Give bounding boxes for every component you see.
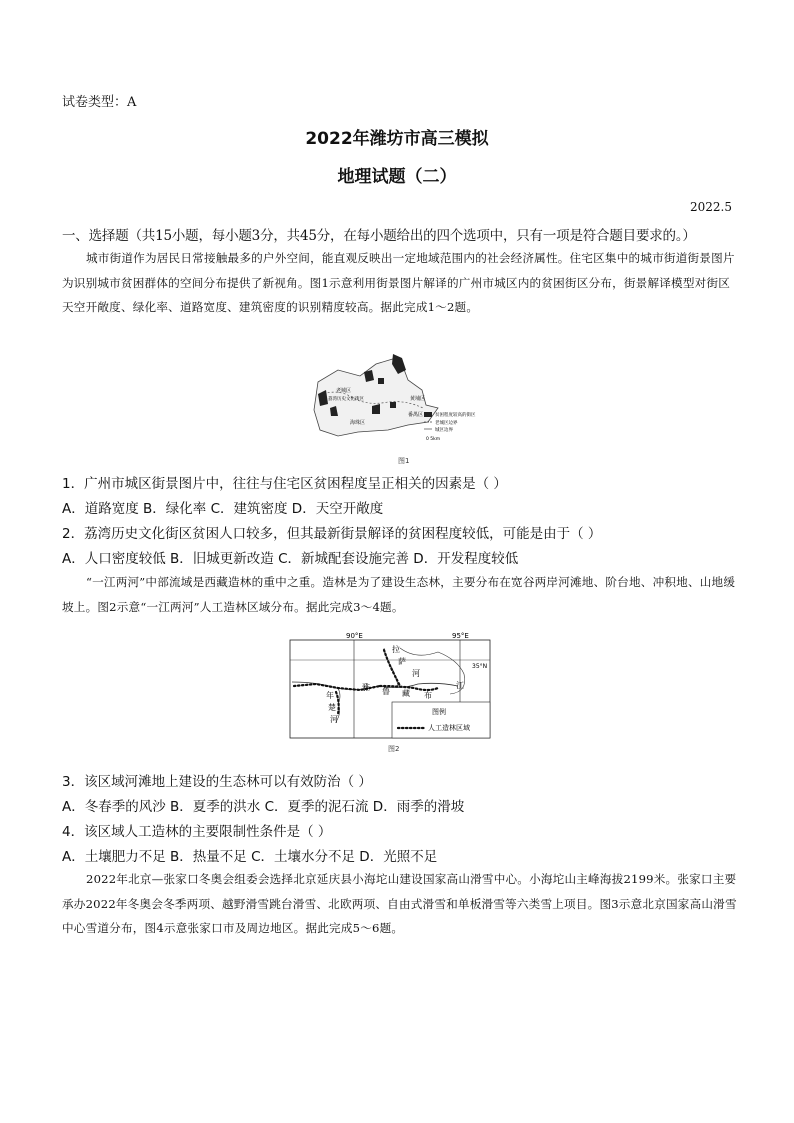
question-1-options: A．道路宽度 B．绿化率 C．建筑密度 D．天空开敞度 [62, 501, 384, 517]
question-4-options: A．土壤肥力不足 B．热量不足 C．土壤水分不足 D．光照不足 [62, 849, 438, 865]
question-2-stem: 2．荔湾历史文化街区贫困人口较多，但其最新街景解译的贫困程度较低，可能是由于（ ） [62, 526, 602, 542]
paper-type: 试卷类型：A [62, 95, 137, 110]
section-heading: 一、选择题（共15小题，每小题3分，共45分，在每小题给出的四个选项中，只有一项是符合题目要求的。） [62, 228, 696, 244]
question-2-options: A．人口密度较低 B．旧城更新改造 C．新城配套设施完善 D．开发程度较低 [62, 551, 519, 567]
yarlung-3: 藏 [402, 689, 410, 698]
passage-2: “一江两河”中部流域是西藏造林的重中之重。造林是为了建设生态林，主要分布在宽谷两岸河滩地、阶台地、冲积地、山地缓坡上。图2示意“一江两河”人工造林区域分布。据此完成3～4题。 [62, 575, 736, 614]
river-label-jiang: 江 [456, 681, 464, 690]
legend-old: 老城区边界 [435, 421, 458, 426]
lat-35: 35°N [472, 663, 488, 670]
river-label-la: 拉 [392, 645, 400, 654]
figure-1-caption: 图1 [398, 457, 410, 465]
yarlung-1: 雅 [362, 683, 370, 692]
legend-poor: 贫困程度较高的街区 [435, 413, 476, 418]
legend-city: 城区边界 [435, 428, 453, 433]
question-3-options: A．冬春季的风沙 B．夏季的洪水 C．夏季的泥石流 D．雨季的滑坡 [62, 799, 465, 815]
nian-3: 河 [330, 715, 338, 724]
scale-bar: 0 5km [426, 437, 441, 442]
yarlung-2: 鲁 [382, 687, 390, 696]
label-old-city: 老城区 [336, 388, 352, 394]
lon-95: 95°E [452, 632, 469, 640]
figure-1-map [298, 350, 488, 442]
passage-3: 2022年北京—张家口冬奥会组委会选择北京延庆县小海坨山建设国家高山滑雪中心。小海坨山主峰海拔2199米。张家口主要承办2022年冬奥会冬季两项、越野滑雪跳台滑雪、北欧两项、自由式滑雪和单板滑雪等六类雪上项目。图3示意北京国家高山滑雪中心雪道分布，图4示意张家口市及周边地区。据此完成5～6题。 [62, 872, 737, 935]
question-1-stem: 1．广州市城区街景图片中，往往与住宅区贫困程度呈正相关的因素是（ ） [62, 476, 507, 492]
question-3-stem: 3．该区域河滩地上建设的生态林可以有效防治（ ） [62, 774, 372, 790]
legend-title: 图例 [432, 708, 446, 716]
river-label-he: 河 [412, 669, 420, 678]
page-title: 2022年潍坊市高三模拟 [305, 129, 489, 149]
poor-area [378, 378, 384, 384]
label-liwan: 荔湾历史文化街区 [328, 397, 364, 402]
figure-2-map [288, 630, 498, 742]
legend-afforestation: 人工造林区域 [428, 724, 470, 732]
label-panyu: 番禺区 [408, 412, 424, 418]
passage-1: 城市街道作为居民日常接触最多的户外空间，能直观反映出一定地域范围内的社会经济属性。住宅区集中的城市街道街景图片为识别城市贫困群体的空间分布提供了新视角。图1示意利用街景图片解译的广州市城区内的贫困街区分布，街景解译模型对街区天空开敞度、绿化率、道路宽度、建筑密度的识别精度较高。据此完成1～2题。 [62, 251, 735, 314]
page-subtitle: 地理试题（二） [337, 167, 457, 187]
yarlung-4: 布 [424, 691, 432, 700]
river-label-sa: 萨 [398, 657, 406, 666]
label-haizhu: 海珠区 [350, 420, 366, 426]
poor-area [390, 402, 396, 408]
nian-2: 楚 [328, 703, 336, 712]
question-4-stem: 4．该区域人工造林的主要限制性条件是（ ） [62, 824, 332, 840]
figure-2-caption: 图2 [388, 745, 400, 753]
lon-90: 90°E [346, 632, 363, 640]
label-huangpu: 黄埔区 [410, 396, 426, 402]
nian-1: 年 [326, 691, 334, 700]
exam-date: 2022.5 [690, 200, 732, 214]
